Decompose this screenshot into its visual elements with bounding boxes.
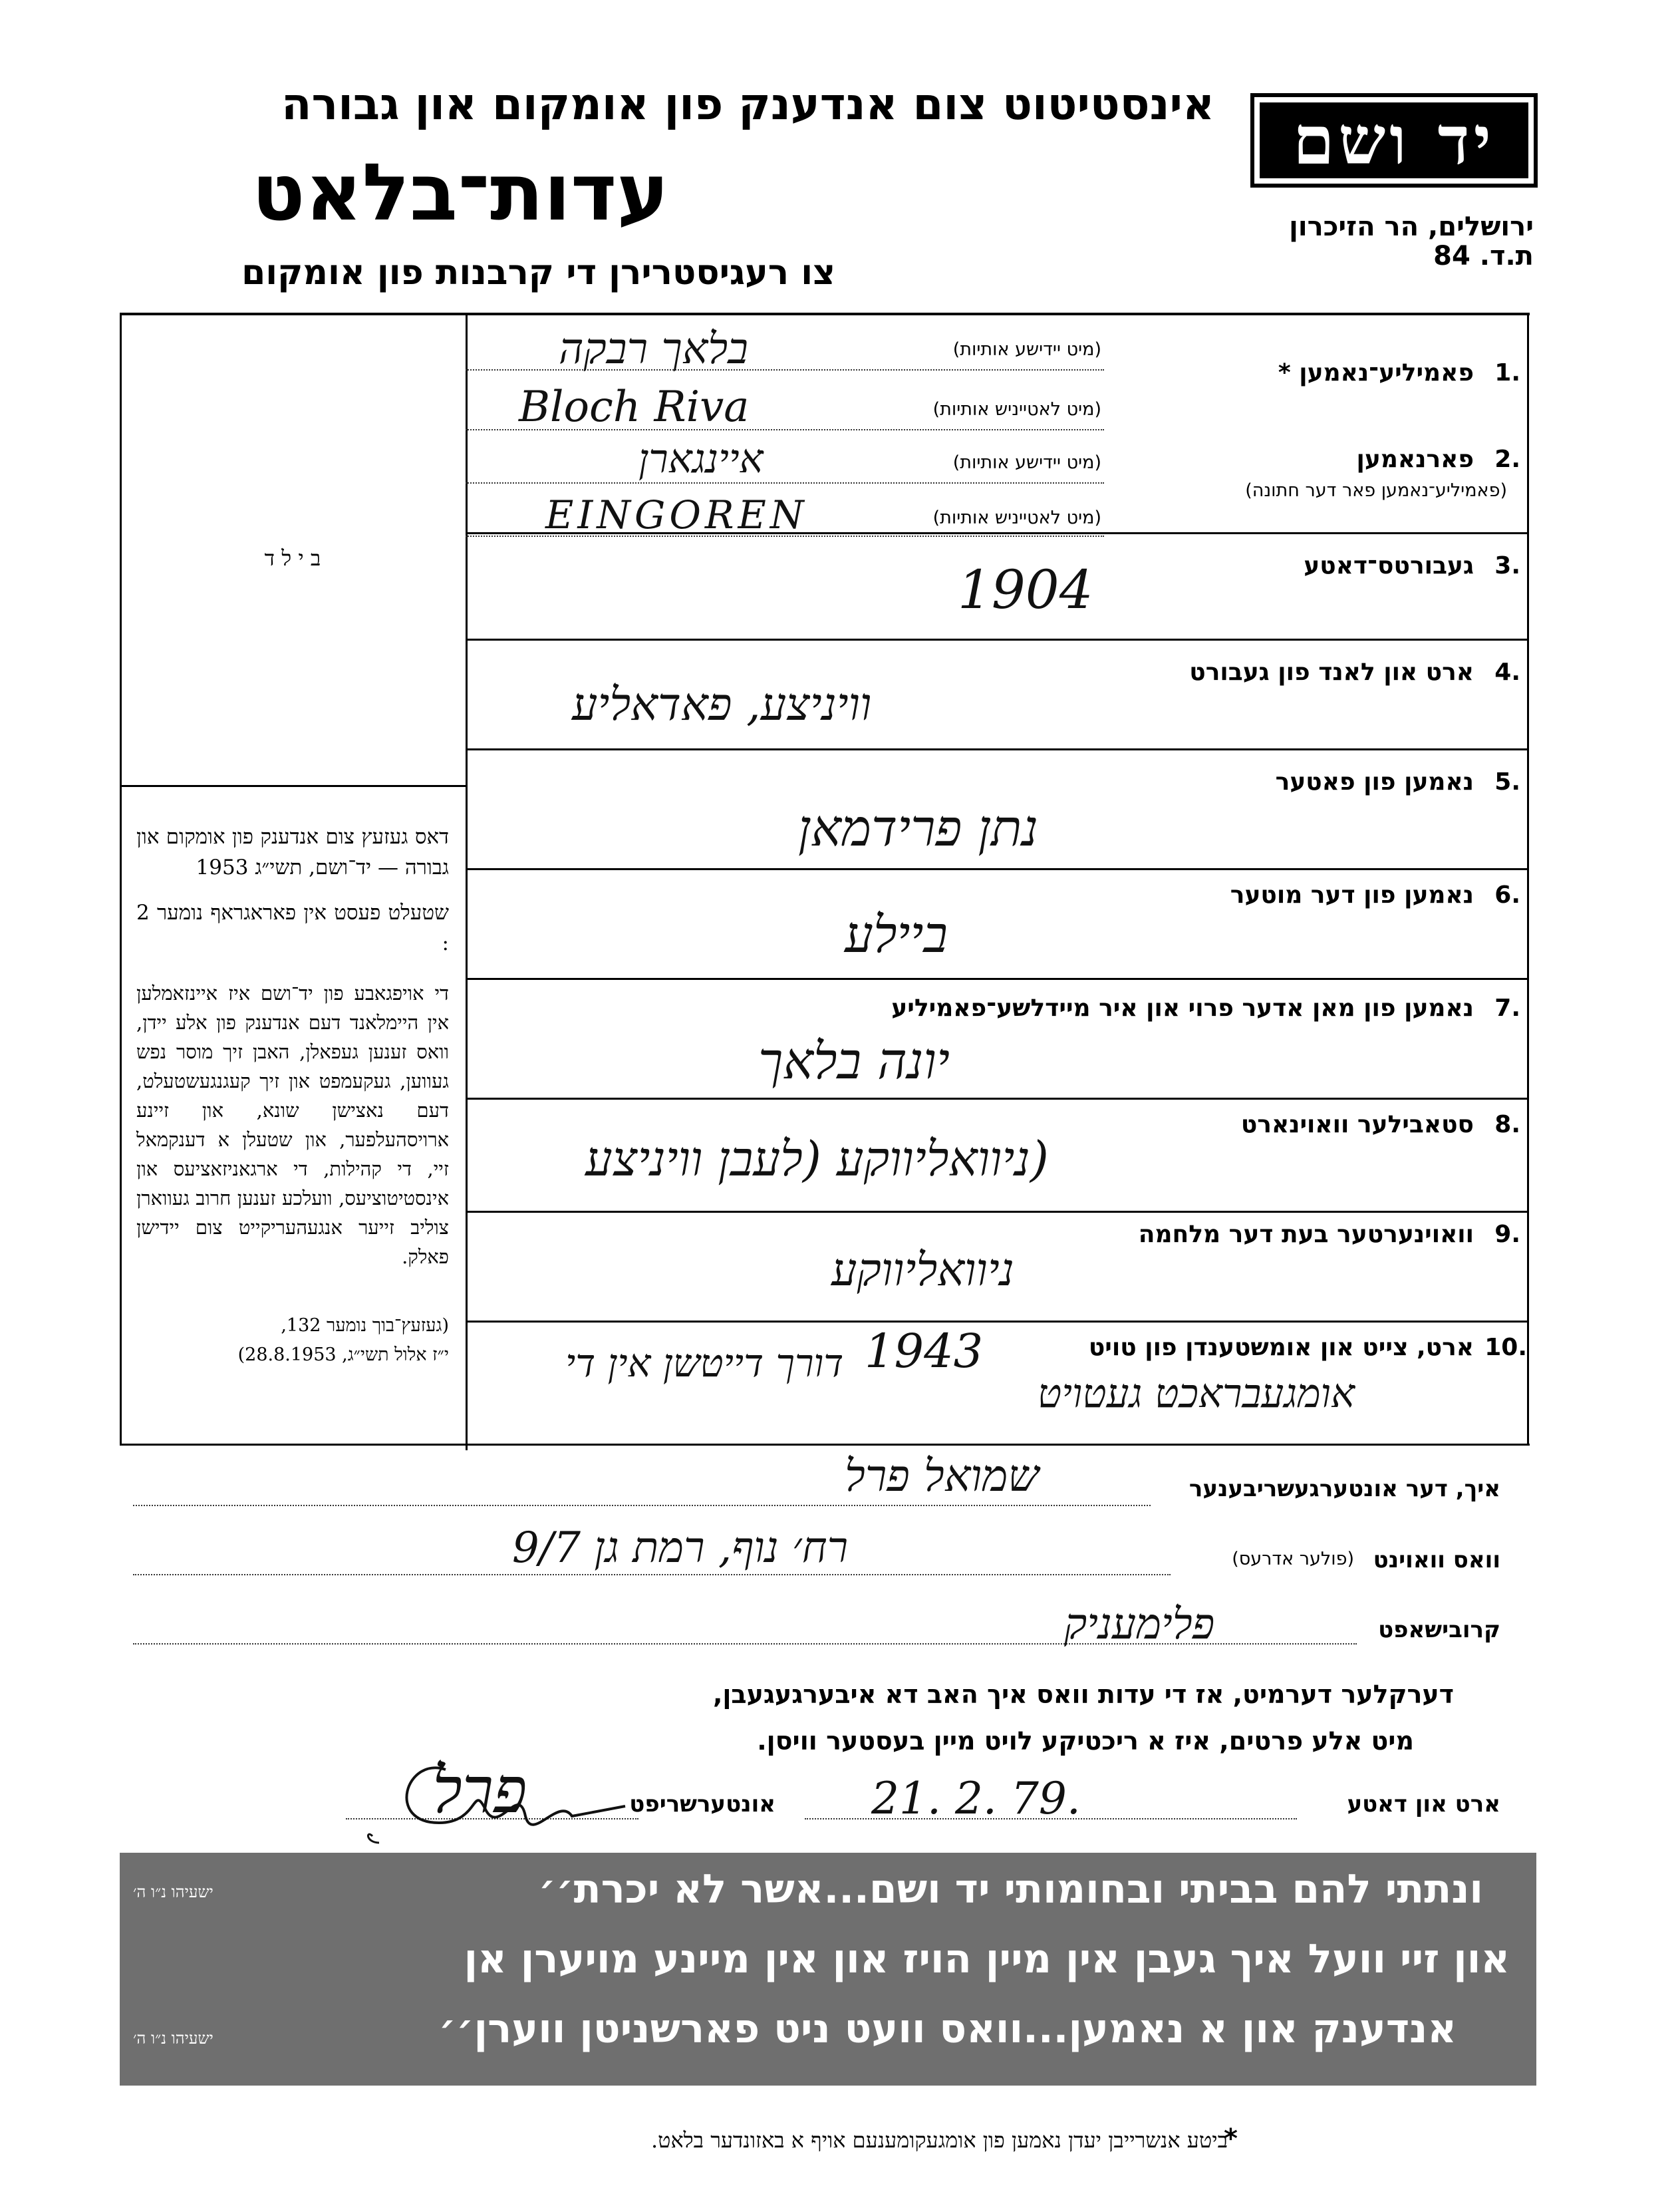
law-box [136, 822, 449, 1370]
field-2-value-latin[interactable]: EINGOREN [545, 492, 808, 538]
banner-reference-1: ישעיהו נ״ו ה׳ [133, 1883, 213, 1901]
field-2-label: פארנאמען [1356, 446, 1474, 473]
field-1-sub-latin: (מיט לאטייניש אותיות) [932, 399, 1101, 420]
law-text: די אויפגאבע פון יד־ושם איז איינזאמלען אין היימלאנד דעם אנדענק פון אלע יידן, וואס זענען געפאלן, האבן זיך מוסר נפש געווען, געקעמפט און זיך קעגנגעשטעלט, דעם נאצישן שונא, און זיינע ארויסהעלפער, און שטעלן א דענקמאל זיי, די קהילות, די ארגאניזאציעס און אינסטיטוציעס, וועלכע זענען חרוב געווארן צוליב זייער אנגעהעריקייט צום יידישן פאלק. [136, 982, 449, 1268]
law-title: דאס געזעץ צום אנדענק פון אומקום און גבורה — יד־ושם, תשי״ג 1953 [136, 825, 449, 879]
declarant-relation-value[interactable]: פלימעניק [1064, 1600, 1215, 1649]
field-1-sub-yiddish: (מיט יידישע אותיות) [952, 339, 1101, 360]
photo-placeholder [120, 546, 466, 571]
field-1-number: 1. [1494, 359, 1520, 387]
address-line-1: ירושלים, הר הזיכרון [1289, 212, 1534, 242]
field-2-value-yiddish[interactable]: איינגארן [638, 436, 764, 482]
declarant-address-note: (פולער אדרעס) [1232, 1549, 1354, 1569]
field-7-number: 7. [1494, 995, 1520, 1022]
field-1-value-yiddish[interactable]: בלאך רבקה [559, 325, 748, 374]
place-date-label: ארט און דאטע [1347, 1791, 1500, 1817]
banner-line-3: אנדענק און א נאמען...וואס וועט ניט פארשניטן ווערן׳׳ [438, 2006, 1457, 2052]
field-2-sub-latin: (מיט לאטייניש אותיות) [932, 508, 1101, 528]
law-paragraph: שטעלט פעסט אין פאראגראף נומער 2 : [136, 901, 449, 955]
field-7-label: נאמען פון מאן אדער פרוי און איר מיידלשע־פאמיליע [891, 995, 1474, 1022]
law-reference-1: (געזעץ־בוך נומער 132, [281, 1315, 449, 1336]
logo [1250, 93, 1538, 188]
form-subtitle: צו רעגיסטרירן די קרבנות פון אומקום [241, 253, 835, 293]
field-3-label: געבורטס־דאטע [1304, 552, 1474, 579]
signature-value[interactable]: פרל [432, 1753, 527, 1827]
field-9-value[interactable]: ניוואליווקע [831, 1244, 1014, 1297]
field-4-label: ארט און לאנד פון געבורט [1189, 659, 1474, 686]
field-4-number: 4. [1494, 659, 1520, 686]
signature-scribble-icon [346, 1743, 652, 1849]
field-4-value[interactable]: וויניצע, פאדאליע [572, 679, 872, 731]
field-9-label: וואוינערטער בעת דער מלחמה [1138, 1221, 1474, 1248]
address-line-2: ת.ד. 84 [1433, 241, 1534, 271]
declarant-address-label: וואס וואוינט [1373, 1547, 1500, 1573]
field-1-label: פאמיליע־נאמען * [1278, 359, 1474, 387]
declaration-line-2: מיט אלע פרטים, איז א ריכטיקע לויט מיין בעסטער וויסן. [757, 1726, 1414, 1756]
photo-label: ב י ל ד [264, 546, 321, 571]
field-5-label: נאמען פון פאטער [1275, 768, 1474, 796]
declarant-relation-label: קרובישאפט [1378, 1617, 1500, 1643]
field-6-number: 6. [1494, 881, 1520, 909]
field-2-number: 2. [1494, 446, 1520, 473]
field-7-value[interactable]: יונה בלאך [758, 1031, 950, 1090]
field-3-value[interactable]: 1904 [958, 559, 1093, 621]
field-8-label: סטאבילער וואוינארט [1240, 1111, 1474, 1138]
logo-text: יד ושם [1293, 101, 1495, 180]
signature-label: אונטערשריפט [629, 1791, 775, 1817]
field-10-number: 10. [1484, 1334, 1527, 1361]
date-value[interactable]: 21. 2. 79. [871, 1773, 1081, 1824]
declaration-line-1: דערקלער דערמיט, אז די עדות וואס איך האב דא איבערגעגעבן, [712, 1680, 1454, 1709]
declarant-name-value[interactable]: שמואל פרל [845, 1450, 1040, 1501]
field-2-sub-yiddish: (מיט יידישע אותיות) [952, 452, 1101, 473]
law-reference-2: י״ז אלול תשי״ג, 28.8.1953) [237, 1344, 449, 1365]
field-10-value-year[interactable]: 1943 [865, 1324, 984, 1378]
banner-reference-2: ישעיהו נ״ו ה׳ [133, 2029, 213, 2048]
field-6-value[interactable]: ביילע [845, 905, 948, 964]
form-title: עדות־בלאט [251, 146, 669, 238]
banner-line-1: ונתתי להם בביתי ובחומותי יד ושם...אשר לא יכרת׳׳ [538, 1866, 1483, 1913]
field-10-value-extra[interactable]: דורך דייטשן אין די [565, 1340, 844, 1386]
institute-title: אינסטיטוט צום אנדענק פון אומקום און גבורה [281, 79, 1214, 130]
field-10-label: ארט, צייט און אומשטענדן פון טויט [1088, 1334, 1474, 1361]
field-3-number: 3. [1494, 552, 1520, 579]
field-8-value[interactable]: (ניוואליווקע (לעבן וויניצע [585, 1131, 1049, 1187]
field-5-number: 5. [1494, 768, 1520, 796]
quote-banner [120, 1853, 1536, 2086]
footnote-star: * [1224, 2123, 1238, 2154]
declarant-name-label: איך, דער אונטערגעשריבענער [1189, 1476, 1500, 1502]
field-2-label-note: (פאמיליע־נאמען פאר דער חתונה) [1245, 480, 1507, 501]
footnote-text: ביטע אנשרייבן יעדן נאמען פון אומגעקומענעם אויף א באזונדער בלאט. [650, 2127, 1228, 2153]
field-5-value[interactable]: נתן פרידמאן [798, 798, 1038, 858]
field-6-label: נאמען פון דער מוטער [1230, 881, 1474, 909]
field-10-value-place[interactable]: אומגעבראכט געטויט [1038, 1370, 1355, 1417]
declarant-address-value[interactable]: רח׳ נוף, רמת גן 9/7 [512, 1523, 848, 1573]
field-8-number: 8. [1494, 1111, 1520, 1138]
field-1-value-latin[interactable]: Bloch Riva [519, 383, 750, 432]
field-9-number: 9. [1494, 1221, 1520, 1248]
banner-line-2: און זיי וועל איך געבן אין מיין הויז און אין מיינע מויערן אן [464, 1936, 1510, 1982]
